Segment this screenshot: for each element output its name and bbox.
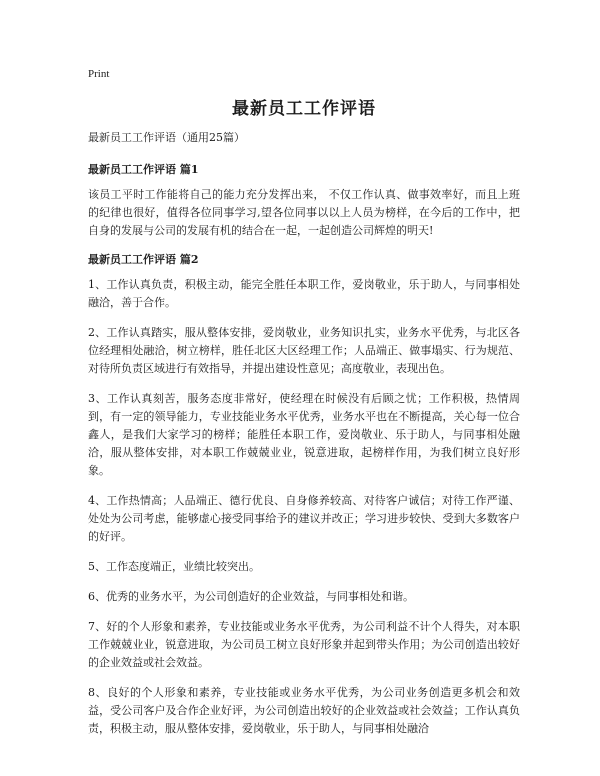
paragraph: 6、优秀的业务水平，为公司创造好的企业效益，与同事相处和谐。 (88, 590, 414, 603)
section-2 (88, 252, 520, 738)
paragraph: 2、工作认真踏实，服从整体安排，爱岗敬业，业务知识扎实，业务水平优秀，与北区各位经理相处融洽，树立榜样，胜任北区大区经理工作；人品端正、做事塌实、行为规范、对待所负责区域进行有效指导，并提出建设性意见；高度敬业，表现出色。 (88, 326, 520, 375)
paragraph: 8、良好的个人形象和素养，专业技能或业务水平优秀，为公司业务创造更多机会和效益，受公司客户及合作企业好评，为公司创造出较好的企业效益或社会效益；工作认真负责，积极主动，服从整体安排，爱岗敬业，乐于助人，与同事相处融洽 (88, 686, 520, 735)
paragraph: 7、好的个人形象和素养，专业技能或业务水平优秀，为公司利益不计个人得失，对本职工作兢兢业业，锐意进取，为公司员工树立良好形象并起到带头作用；为公司创造出较好的企业效益或社会效益。 (88, 620, 520, 669)
section-1 (88, 162, 520, 240)
document-page (88, 66, 520, 750)
paragraph: 该员工平时工作能将自己的能力充分发挥出来， 不仅工作认真、做事效率好，而且上班的纪律也很好，值得各位同事学习,望各位同事以以上人员为榜样，在今后的工作中，把自身的发展与公司的发展有机的结合在一起，一起创造公司辉煌的明天! (88, 188, 520, 237)
document-subtitle: 最新员工工作评语（通用25篇） (88, 131, 245, 144)
paragraph: 1、工作认真负责，积极主动，能完全胜任本职工作，爱岗敬业，乐于助人，与同事相处融洽，善于合作。 (88, 278, 520, 309)
paragraph: 4、工作热情高；人品端正、德行优良、自身修养较高、对待客户诚信；对待工作严谨、处处为公司考虑，能够虚心接受同事给予的建议并改正；学习进步较快、受到大多数客户的好评。 (88, 494, 520, 543)
section-heading: 最新员工工作评语 篇1 (88, 163, 199, 176)
print-label[interactable]: Print (88, 68, 110, 80)
paragraph: 5、工作态度端正，业绩比较突出。 (88, 560, 260, 573)
section-heading: 最新员工工作评语 篇2 (88, 253, 199, 266)
paragraph: 3、工作认真刻苦，服务态度非常好，使经理在时候没有后顾之忧；工作积极，热情周到，有一定的领导能力，专业技能业务水平优秀，业务水平也在不断提高，关心每一位合鑫人，是我们大家学习的榜样；能胜任本职工作，爱岗敬业、乐于助人，与同事相处融洽，服从整体安排，对本职工作兢兢业业，锐意进取，起榜样作用，为我们树立良好形象。 (88, 392, 520, 477)
document-title: 最新员工工作评语 (232, 99, 376, 119)
